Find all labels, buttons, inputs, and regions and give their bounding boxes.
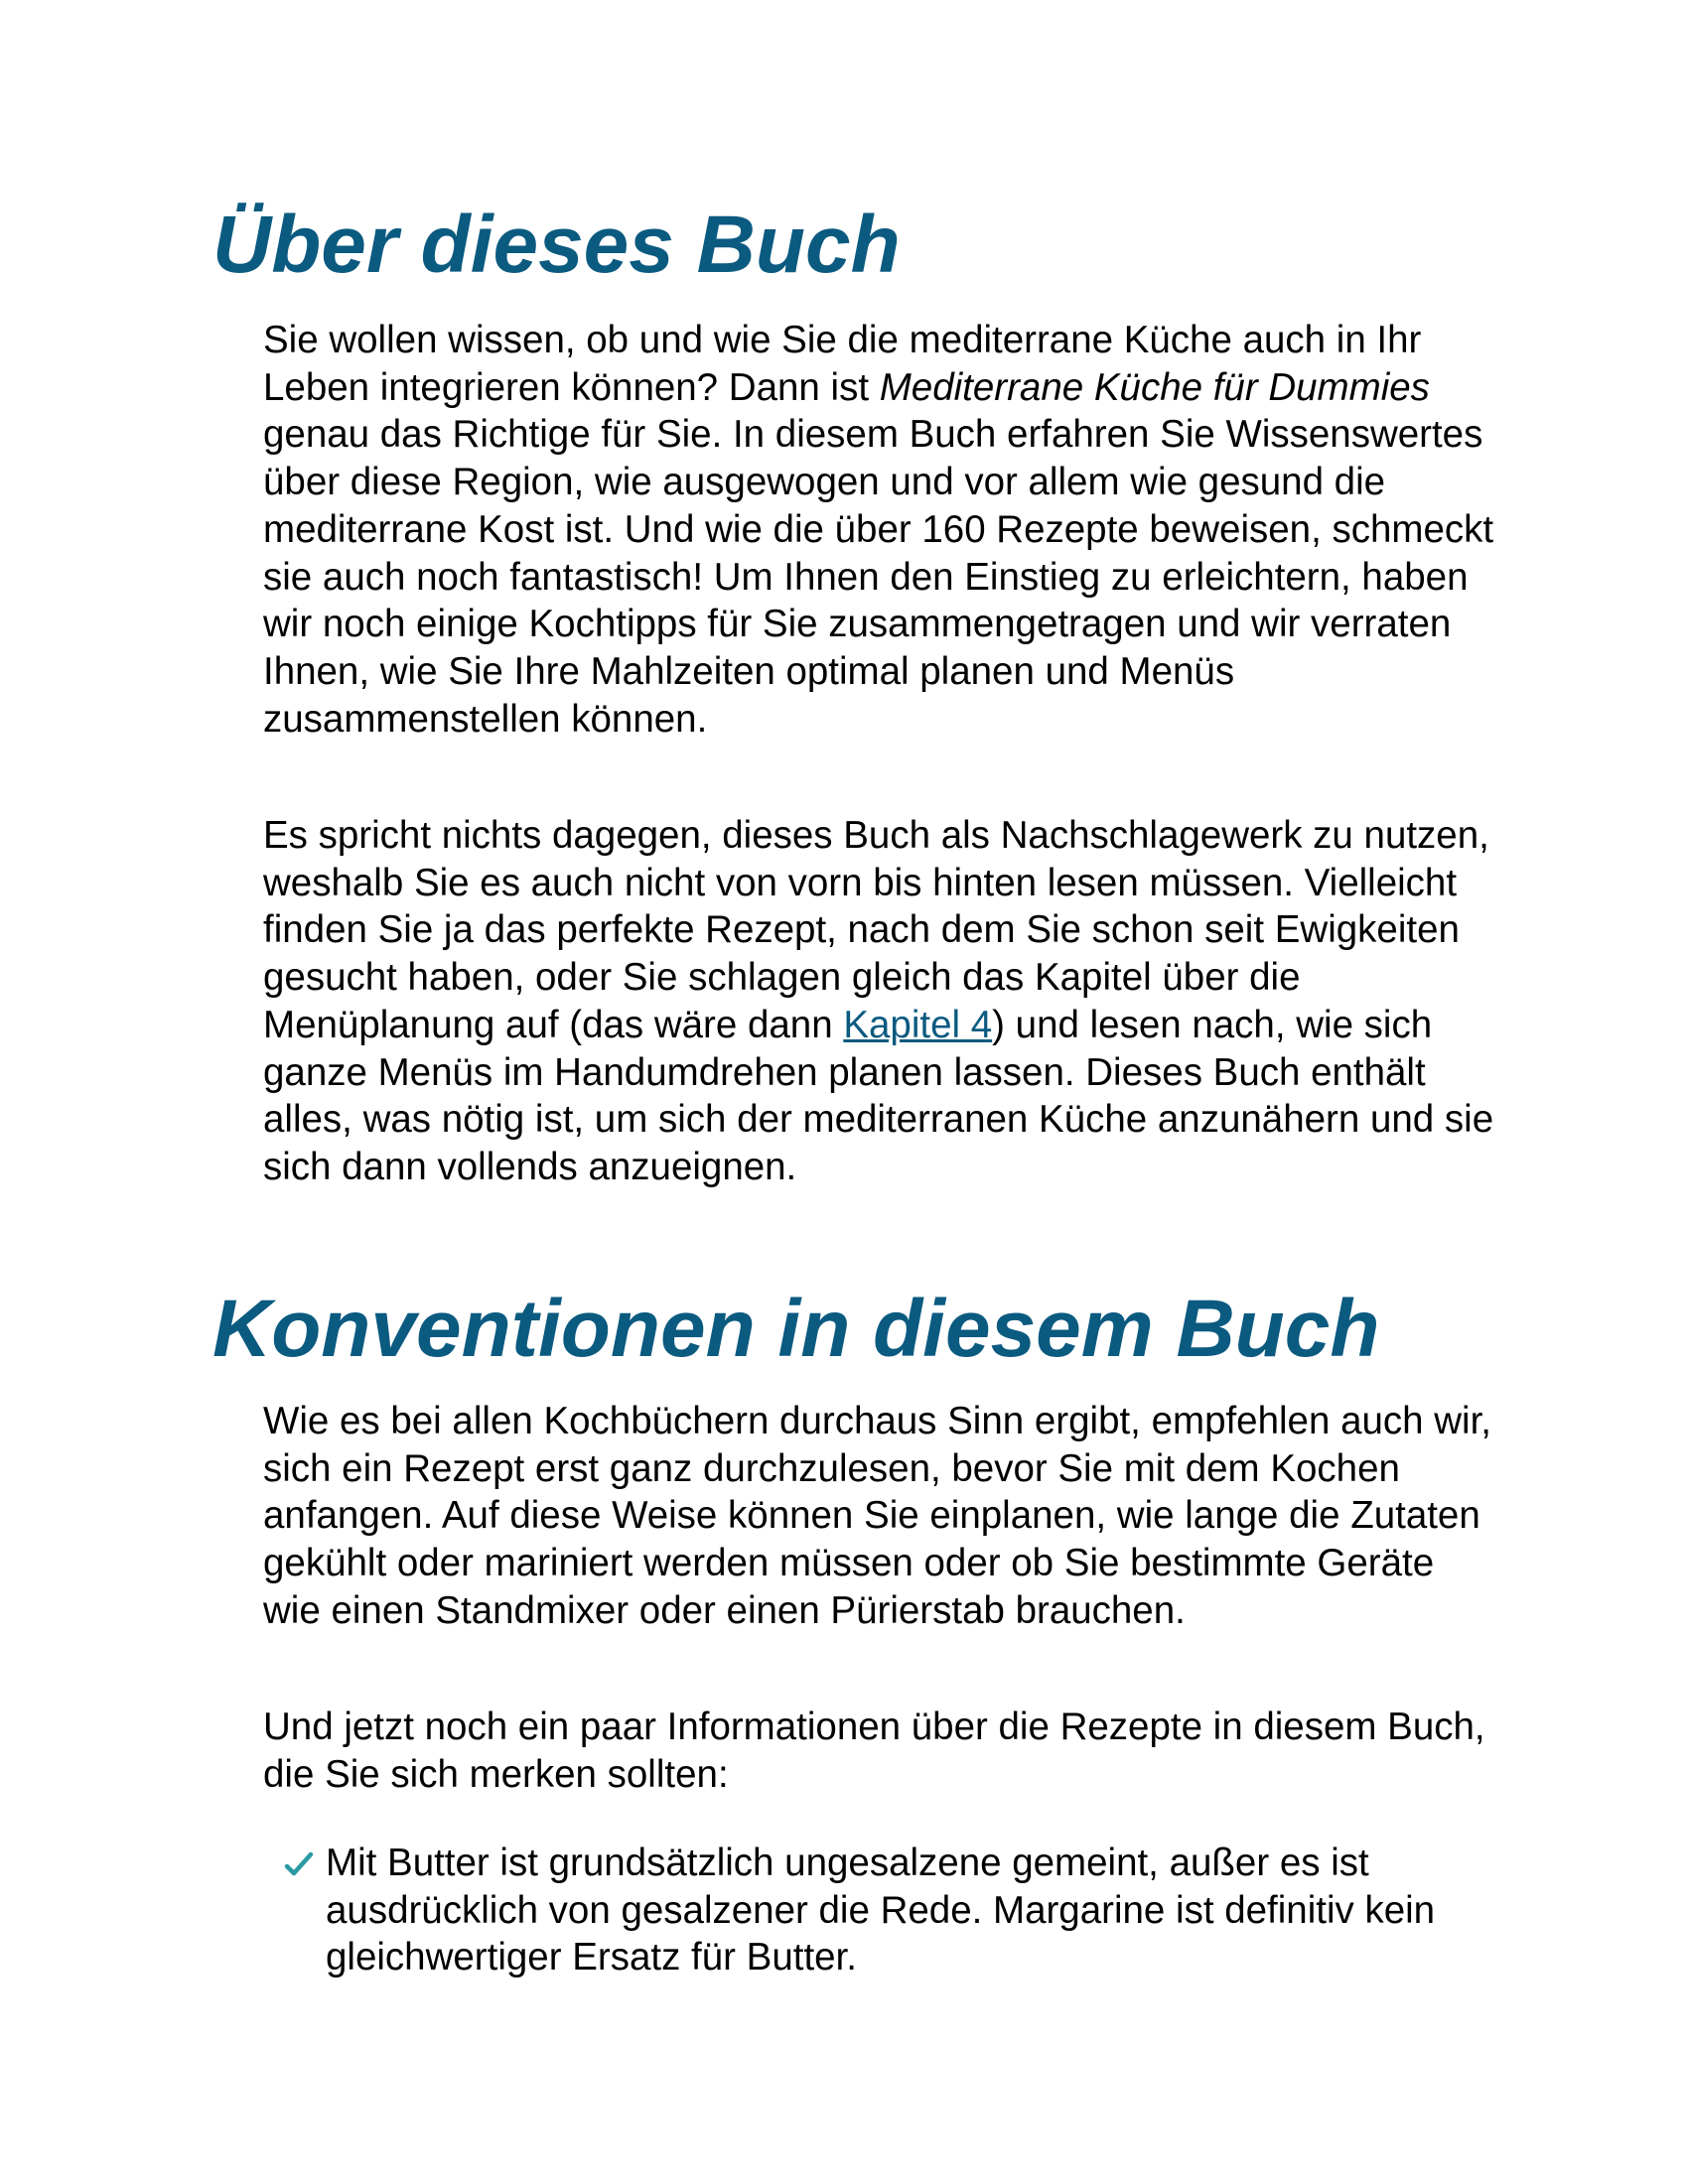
chapter-4-link[interactable]: Kapitel 4 [843,1003,993,1046]
paragraph-about-book-1 [263,317,1494,743]
paragraph-text: ) und lesen nach, wie sich ganze Menüs im Handumdrehen planen lassen. Dieses Buch enthält alles, was nötig ist, um sich der mediterranen Küche anzunähern und sie sich dann vollends anzueignen. [263,1003,1494,1188]
check-icon [284,1849,314,1879]
section-heading-conventions: Konventionen in diesem Buch [212,1284,1380,1374]
section-heading-about-book: Über dieses Buch [212,200,901,290]
list-item-text: Mit Butter ist grundsätzlich ungesalzene gemeint, außer es ist ausdrücklich von gesalzener die Rede. Margarine ist definitiv kein gleichwertiger Ersatz für Butter. [326,1842,1436,1979]
paragraph-conventions-1: Wie es bei allen Kochbüchern durchaus Sinn ergibt, empfehlen auch wir, sich ein Rezept erst ganz durchzulesen, bevor Sie mit dem Kochen anfangen. Auf diese Weise können Sie einplanen, wie lange die Zutaten gekühlt oder mariniert werden müssen oder ob Sie bestimmte Geräte wie einen Standmixer oder einen Pürierstab brauchen. [263,1400,1492,1632]
paragraph-about-book-2 [263,812,1494,1191]
conventions-bullet-list [284,1840,1495,1981]
list-item [284,1840,1495,1981]
paragraph-text: Es spricht nichts dagegen, dieses Buch als Nachschlagewerk zu nutzen, weshalb Sie es auch nicht von vorn bis hinten lesen müssen. Vielleicht finden Sie ja das perfekte Rezept, nach dem Sie schon seit Ewigkeiten gesucht haben, oder Sie schlagen gleich das Kapitel über die Menüplanung auf (das wäre dann [263,814,1489,1046]
paragraph-text: Sie wollen wissen, ob und wie Sie die mediterrane Küche auch in Ihr Leben integrieren können? Dann ist [263,319,1422,409]
paragraph-conventions-2: Und jetzt noch ein paar Informationen über die Rezepte in diesem Buch, die Sie sich merken sollten: [263,1706,1485,1796]
paragraph-text: genau das Richtige für Sie. In diesem Buch erfahren Sie Wissenswertes über diese Region, wie ausgewogen und vor allem wie gesund die mediterrane Kost ist. Und wie die über 160 Rezepte beweisen, schmeckt sie auch noch fantastisch! Um Ihnen den Einstieg zu erleichtern, haben wir noch einige Kochtipps für Sie zusammengetragen und wir verraten Ihnen, wie Sie Ihre Mahlzeiten optimal planen und Menüs zusammenstellen können. [263,413,1494,741]
book-title-emphasis: Mediterrane Küche für Dummies [879,365,1430,409]
